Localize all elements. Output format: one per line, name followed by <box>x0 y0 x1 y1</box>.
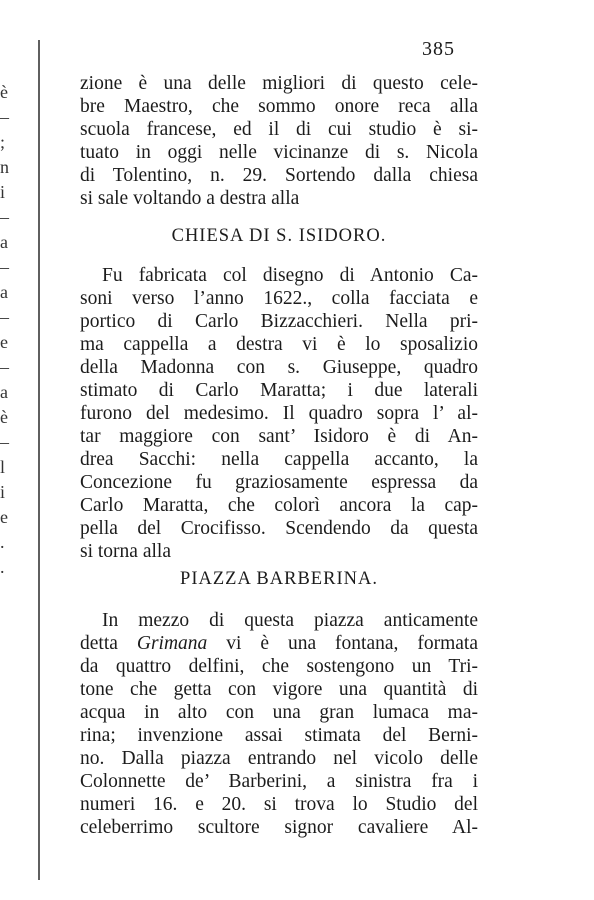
facing-char: a <box>0 382 8 402</box>
text-line: numeri 16. e 20. si trova lo Studio del <box>80 794 478 815</box>
facing-char: e <box>0 332 8 352</box>
italic-name: Grimana <box>136 633 208 654</box>
text-line: si torna alla <box>80 541 171 562</box>
text-line: furono del medesimo. Il quadro sopra l’ al- <box>80 403 478 424</box>
text-line: stimato di Carlo Maratta; i due laterali <box>80 380 478 401</box>
text-line: pella del Crocifisso. Scendendo da questa <box>80 518 478 539</box>
paragraph-chiesa <box>80 264 478 563</box>
facing-char: ; <box>0 132 6 152</box>
text-line: scuola francese, ed il di cui studio è si- <box>80 119 478 140</box>
text-line: Concezione fu graziosamente espressa da <box>80 472 478 493</box>
facing-char: a <box>0 232 8 252</box>
section-heading-chiesa: CHIESA DI S. ISIDORO. <box>171 226 387 246</box>
text-line: no. Dalla piazza entrando nel vicolo delle <box>80 748 478 769</box>
facing-char: . <box>0 532 5 552</box>
facing-char: l <box>0 457 6 477</box>
text-line: soni verso l’anno 1622., colla facciata e <box>80 288 478 309</box>
facing-char: – <box>0 432 9 452</box>
text-line: drea Sacchi: nella cappella accanto, la <box>80 449 478 470</box>
text-line: Fu fabricata col disegno di Antonio Ca- <box>102 265 478 286</box>
text-line: Colonnette de’ Barberini, a sinistra fra i <box>80 771 478 792</box>
facing-char: è <box>0 82 8 102</box>
facing-char: – <box>0 307 9 327</box>
text-line: di Tolentino, n. 29. Sortendo dalla chiesa <box>80 165 478 186</box>
facing-char: i <box>0 482 6 502</box>
text-line: ma cappella a destra vi è lo sposalizio <box>80 334 478 355</box>
facing-char: e <box>0 507 8 527</box>
section-heading-piazza: PIAZZA BARBERINA. <box>180 569 378 589</box>
facing-char: n <box>0 157 9 177</box>
facing-char: i <box>0 182 6 202</box>
facing-char: è <box>0 407 8 427</box>
text-line: tuato in oggi nelle vicinanze di s. Nicola <box>80 142 478 163</box>
text-line: celeberrimo scultore signor cavaliere Al- <box>80 817 478 838</box>
text-line: della Madonna con s. Giuseppe, quadro <box>80 357 478 378</box>
text-line: zione è una delle migliori di questo cele- <box>80 73 478 94</box>
text-line: Carlo Maratta, che colorì ancora la cap- <box>80 495 478 516</box>
text-fragment: vi è una fontana, formata <box>207 633 478 654</box>
paragraph-piazza <box>80 609 478 839</box>
text-line: tar maggiore con sant’ Isidoro è di An- <box>80 426 478 447</box>
text-line: In mezzo di questa piazza anticamente <box>102 610 478 631</box>
text-line: bre Maestro, che sommo onore reca alla <box>80 96 478 117</box>
facing-page-fragments <box>0 80 14 580</box>
text-line <box>80 632 478 655</box>
facing-char: – <box>0 257 9 277</box>
facing-char: – <box>0 107 9 127</box>
text-line: si sale voltando a destra alla <box>80 188 300 209</box>
page-number: 385 <box>422 38 455 60</box>
text-fragment: detta <box>80 633 137 654</box>
facing-char: a <box>0 282 8 302</box>
text-line: da quattro delfini, che sostengono un Tri- <box>80 656 478 677</box>
paragraph-continued <box>80 72 478 210</box>
text-line: rina; invenzione assai stimata del Berni- <box>80 725 478 746</box>
text-line: portico di Carlo Bizzacchieri. Nella pri- <box>80 311 478 332</box>
binding-edge <box>38 40 40 880</box>
facing-char: . <box>0 557 5 577</box>
facing-char: – <box>0 357 9 377</box>
facing-char: – <box>0 207 9 227</box>
text-line: acqua in alto con una gran lumaca ma- <box>80 702 478 723</box>
text-line: tone che getta con vigore una quantità di <box>80 679 478 700</box>
